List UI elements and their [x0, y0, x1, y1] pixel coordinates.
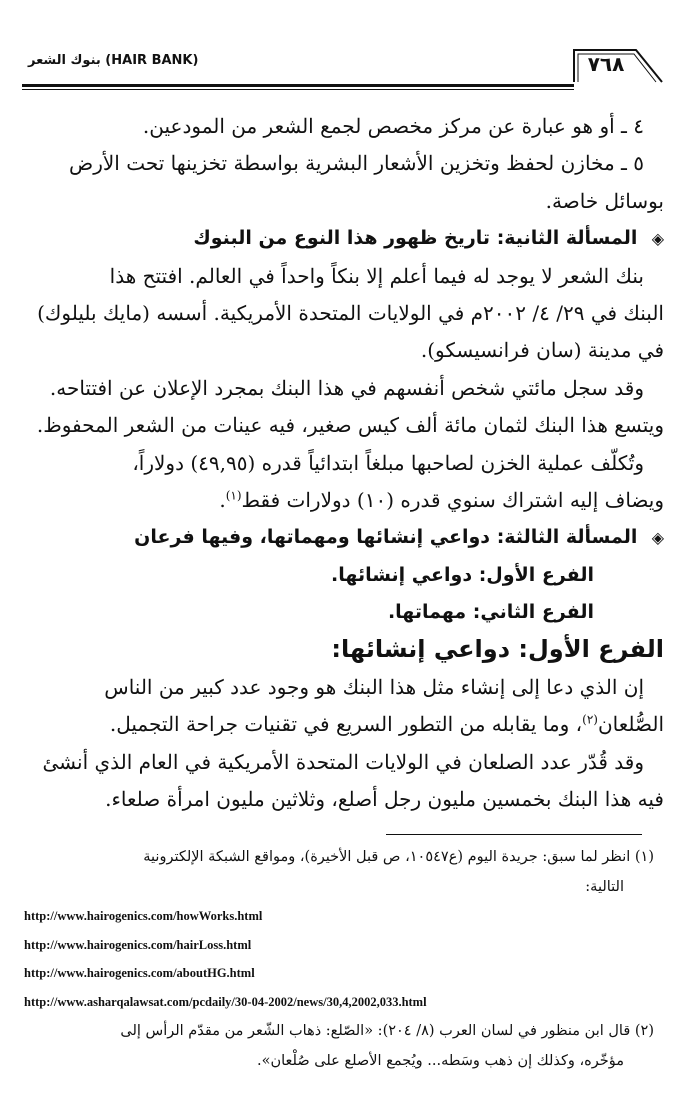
section-heading-2	[30, 220, 664, 257]
main-text	[30, 108, 664, 818]
text-line: بنك الشعر لا يوجد له فيما أعلم إلا بنكاً واحداً في العالم. افتتح هذا	[109, 263, 644, 288]
footnote-1-line: (١) انظر لما سبق: جريدة اليوم (ع١٠٥٤٧، ص قبل الأخيرة)، ومواقع الشبكة الإلكترونية	[143, 849, 654, 865]
text-line: في مدينة (سان فرانسيسكو).	[420, 338, 664, 363]
footnote-2-line: (٢) قال ابن منظور في لسان العرب (٨/ ٢٠٤): «الصّلع: ذهاب الشّعر من مقدّم الرأس إلى	[120, 1023, 654, 1039]
text-line	[30, 482, 664, 519]
text-line: وتُكلّف عملية الخزن لصاحبها مبلغاً ابتدائياً قدره (٤٩,٩٥) دولاراً،	[132, 450, 644, 475]
header-rule-thin	[22, 89, 574, 90]
branch-1-title: الفرع الأول: دواعي إنشائها:	[331, 635, 664, 664]
header-rule	[22, 84, 574, 87]
text-span: ، وما يقابله من التطور السريع في تقنيات جراحة التجميل.	[109, 712, 583, 737]
text-line: ويتسع هذا البنك لثمان مائة ألف كيس صغير، فيه عينات من الشعر المحفوظ.	[36, 413, 664, 438]
page-number-tab	[572, 46, 664, 84]
footnote-url[interactable]: http://www.hairogenics.com/howWorks.html	[24, 909, 263, 923]
footnote-ref: (٢)	[582, 712, 598, 727]
footnote-1-line: التالية:	[585, 879, 624, 895]
section-label: المسألة الثالثة:	[496, 526, 638, 549]
section-title: دواعي إنشائها ومهماتها، وفيها فرعان	[134, 526, 491, 549]
diamond-bullet-icon: ◈	[651, 229, 664, 249]
text-span: الصُّلعان	[597, 712, 664, 737]
footnote-separator	[386, 834, 642, 835]
text-line: البنك في ٢٩/ ٤/ ٢٠٠٢م في الولايات المتحدة الأمريكية. أسسه (مايك بليلوك)	[37, 300, 664, 325]
diamond-bullet-icon: ◈	[651, 528, 664, 548]
footnote-url[interactable]: http://www.hairogenics.com/aboutHG.html	[24, 966, 255, 980]
text-line: ٥ ـ مخازن لحفظ وتخزين الأشعار البشرية بواسطة تخزينها تحت الأرض	[69, 151, 644, 176]
page-number: ٧٦٨	[587, 52, 625, 76]
footnote-url[interactable]: http://www.hairogenics.com/hairLoss.html	[24, 937, 252, 952]
text-line: فيه هذا البنك بخمسين مليون رجل أصلع، وثلاثين مليون امرأة صلعاء.	[105, 787, 664, 812]
section-title: تاريخ ظهور هذا النوع من البنوك	[193, 227, 491, 250]
text-line: إن الذي دعا إلى إنشاء مثل هذا البنك هو وجود عدد كبير من الناس	[104, 674, 644, 699]
running-title: بنوك الشعر (HAIR BANK)	[28, 53, 199, 68]
text-line: وقد قُدّر عدد الصلعان في الولايات المتحدة الأمريكية في العام الذي أنشئ	[42, 749, 644, 774]
section-label: المسألة الثانية:	[496, 227, 638, 250]
branch-2-entry: الفرع الثاني: مهماتها.	[387, 601, 594, 624]
branch-1-entry: الفرع الأول: دواعي إنشائها.	[331, 563, 594, 586]
footnote-ref: (١)	[225, 488, 242, 503]
text-line: وقد سجل مائتي شخص أنفسهم في هذا البنك بمجرد الإعلان عن افتتاحه.	[49, 375, 644, 400]
footnotes	[24, 842, 654, 1076]
footnote-2-line: مؤخّره، وكذلك إن ذهب وسَطه... ويُجمع الأصلع على صُلْعان».	[256, 1053, 624, 1069]
text-span: ويضاف إليه اشتراك سنوي قدره (١٠) دولارات فقط	[241, 487, 664, 512]
footnote-url[interactable]: http://www.asharqalawsat.com/pcdaily/30-04-2002/news/30,4,2002,033.html	[24, 994, 427, 1009]
text-line: بوسائل خاصة.	[545, 188, 664, 213]
text-line: ٤ ـ أو هو عبارة عن مركز مخصص لجمع الشعر من المودعين.	[142, 114, 644, 138]
section-heading-3	[30, 519, 664, 556]
page-header	[22, 46, 674, 86]
text-line	[30, 706, 664, 743]
text-span: .	[219, 487, 226, 512]
